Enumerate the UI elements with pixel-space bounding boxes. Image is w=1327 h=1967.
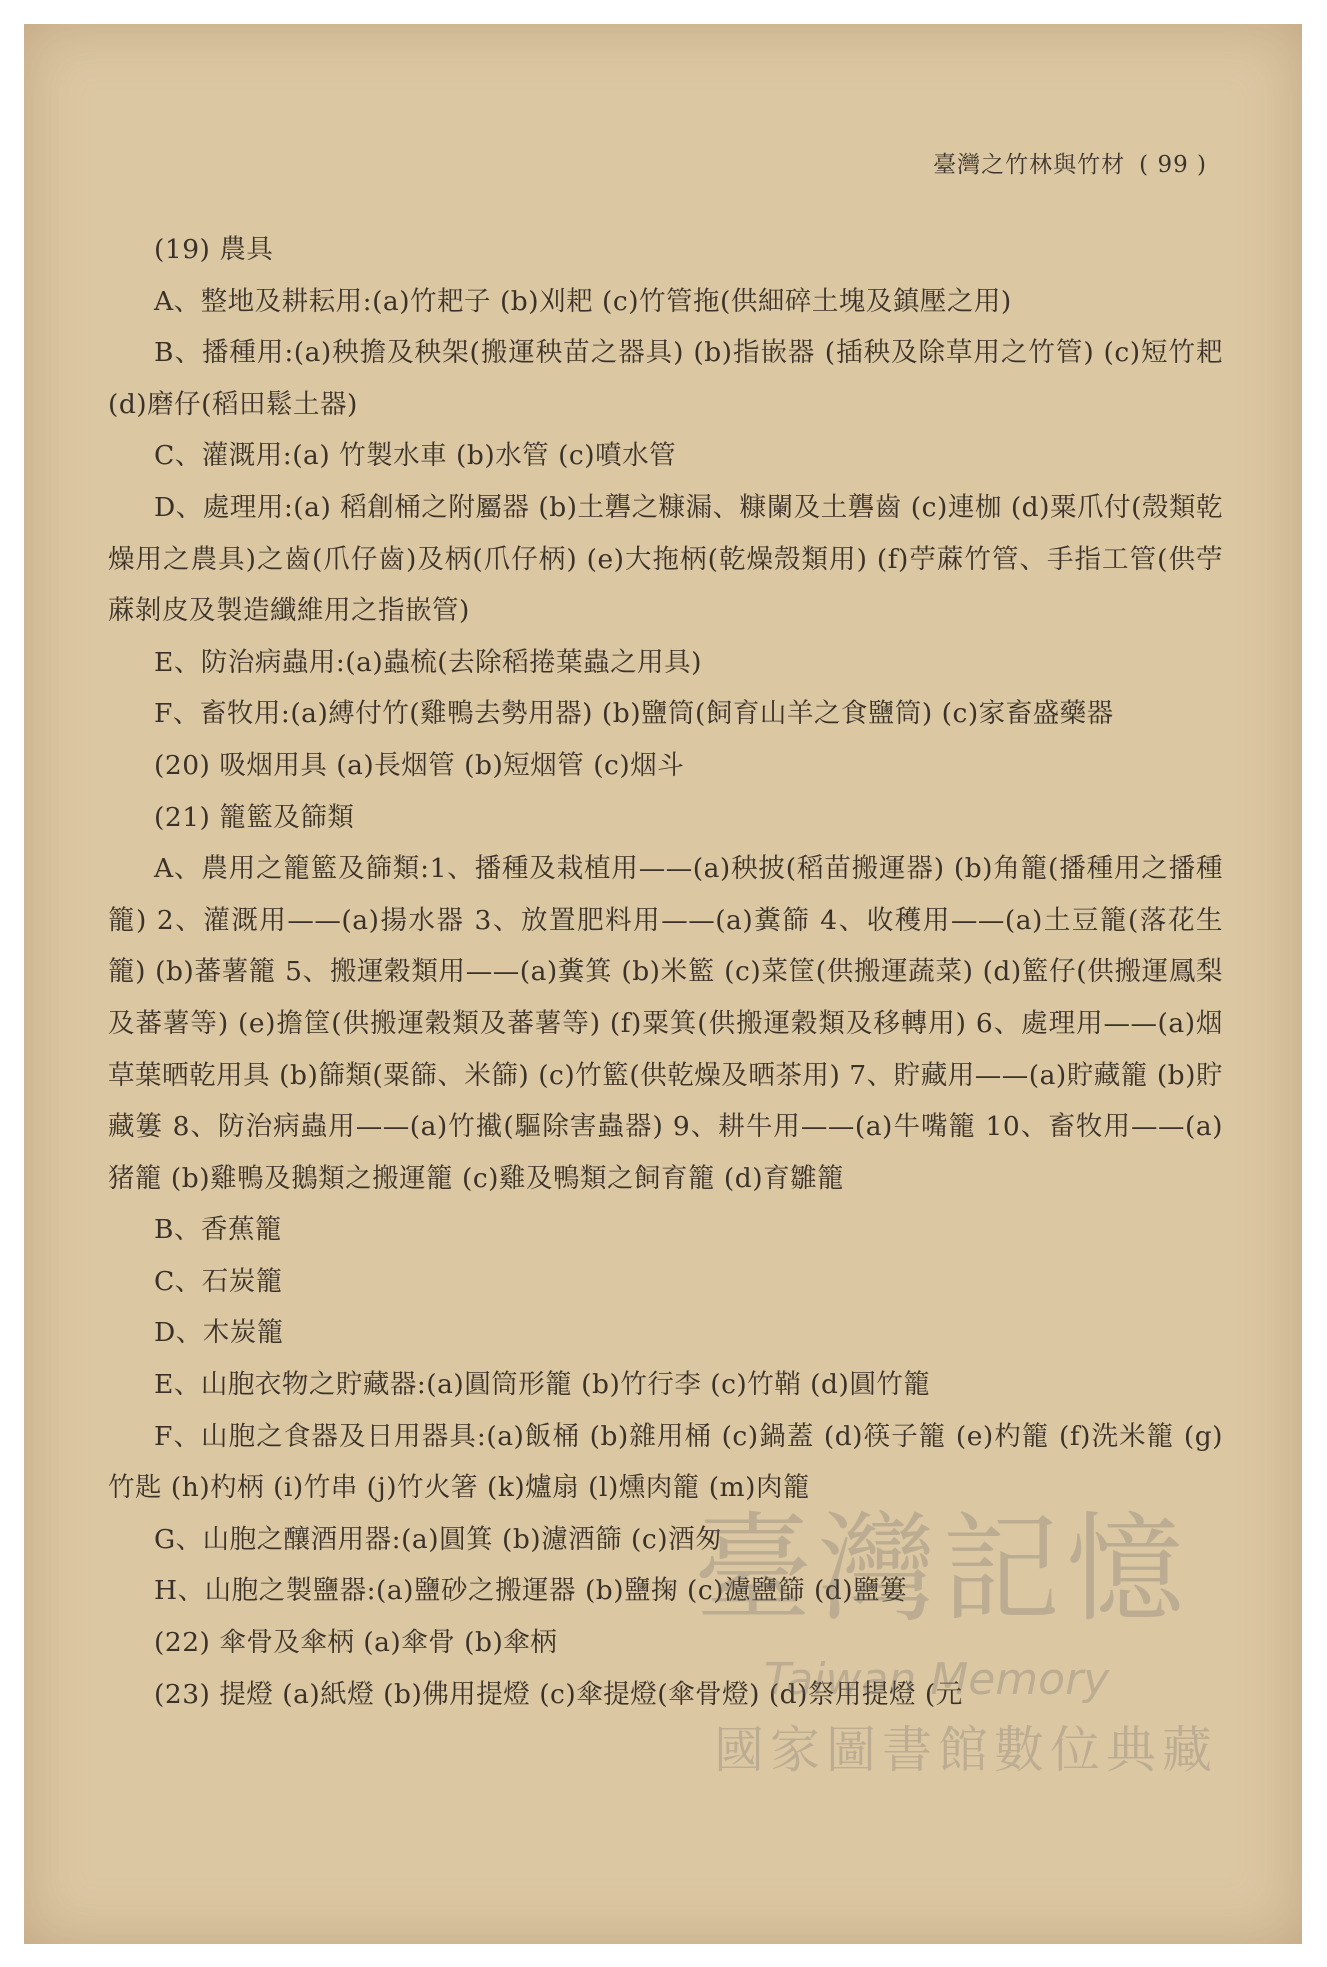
text-paragraph: D、處理用:(a) 稻創桶之附屬器 (b)土礱之糠漏、糠闌及土礱齒 (c)連枷 (d)粟爪付(殼類乾燥用之農具)之齒(爪仔齒)及柄(爪仔柄) (e)大拖柄(乾燥殼類用) (f)苧蔴竹管、手指工管(供苧蔴剝皮及製造纖維用之指嵌管) — [108, 491, 1223, 627]
watermark-chinese: 臺灣記憶 — [694, 1500, 1191, 1638]
text-paragraph: H、山胞之製鹽器:(a)鹽砂之搬運器 (b)鹽掬 (c)濾鹽篩 (d)鹽簍 — [154, 1575, 908, 1607]
text-paragraph: C、灌溉用:(a) 竹製水車 (b)水管 (c)噴水管 — [154, 440, 677, 472]
text-paragraph: B、播種用:(a)秧擔及秧架(搬運秧苗之器具) (b)指嵌器 (插秧及除草用之竹管) (c)短竹耙 (d)磨仔(稻田鬆土器) — [108, 337, 1223, 420]
running-title: 臺灣之竹林與竹材 — [933, 152, 1126, 178]
text-paragraph: (21) 籠籃及篩類 — [154, 801, 355, 833]
text-paragraph: E、防治病蟲用:(a)蟲梳(去除稻捲葉蟲之用具) — [154, 646, 702, 678]
running-header — [933, 146, 1207, 179]
page-number: ( 99 ) — [1139, 152, 1207, 178]
text-paragraph: C、石炭籠 — [154, 1265, 283, 1297]
text-paragraph: E、山胞衣物之貯藏器:(a)圓筒形籠 (b)竹行李 (c)竹鞘 (d)圓竹籠 — [154, 1369, 931, 1401]
watermark-subtitle: 國家圖書館數位典藏 — [714, 1721, 1218, 1779]
text-paragraph: B、香蕉籠 — [154, 1214, 282, 1246]
text-paragraph: F、畜牧用:(a)縛付竹(雞鴨去勢用器) (b)鹽筒(飼育山羊之食鹽筒) (c)家畜盛藥器 — [154, 698, 1114, 730]
text-paragraph: D、木炭籠 — [154, 1317, 284, 1349]
text-paragraph: A、農用之籠籃及篩類:1、播種及栽植用——(a)秧披(稻苗搬運器) (b)角籠(播種用之播種籠) 2、灌溉用——(a)揚水器 3、放置肥料用——(a)糞篩 4、收穫用——(a)土豆籠(落花生籠) (b)蕃薯籠 5、搬運穀類用——(a)糞箕 (b)米籃 (c)菜筐(供搬運蔬菜) (d)籃仔(供搬運鳳梨及蕃薯等) (e)擔筐(供搬運穀類及蕃薯等) (f)粟箕(供搬運穀類及移轉用) 6、處理用——(a)烟草葉晒乾用具 (b)篩類(粟篩、米篩) (c)竹籃(供乾燥及晒茶用) 7、貯藏用——(a)貯藏籠 (b)貯藏簍 8、防治病蟲用——(a)竹擮(驅除害蟲器) 9、耕牛用——(a)牛嘴籠 10、畜牧用——(a)猪籠 (b)雞鴨及鵝類之搬運籠 (c)雞及鴨類之飼育籠 (d)育雛籠 — [108, 853, 1223, 1194]
text-paragraph: (20) 吸烟用具 (a)長烟管 (b)短烟管 (c)烟斗 — [154, 749, 685, 781]
text-paragraph: A、整地及耕耘用:(a)竹耙子 (b)刈耙 (c)竹管拖(供細碎土塊及鎮壓之用) — [154, 285, 1012, 317]
text-paragraph: (23) 提燈 (a)紙燈 (b)佛用提燈 (c)傘提燈(傘骨燈) (d)祭用提燈 (元 — [154, 1678, 963, 1710]
body-text — [108, 224, 1223, 1720]
scanned-page — [24, 24, 1302, 1944]
text-paragraph: F、山胞之食器及日用器具:(a)飯桶 (b)雜用桶 (c)鍋蓋 (d)筷子籠 (e)杓籠 (f)洗米籠 (g)竹匙 (h)杓柄 (i)竹串 (j)竹火箸 (k)爐扇 (l)燻肉籠 (m)肉籠 — [108, 1420, 1223, 1504]
text-paragraph: (19) 農具 — [154, 234, 274, 265]
text-paragraph: (22) 傘骨及傘柄 (a)傘骨 (b)傘柄 — [154, 1627, 558, 1659]
watermark-english: Taiwan Memory — [764, 1654, 1110, 1705]
text-paragraph: G、山胞之釀酒用器:(a)圓箕 (b)濾酒篩 (c)酒匆 — [154, 1523, 723, 1555]
